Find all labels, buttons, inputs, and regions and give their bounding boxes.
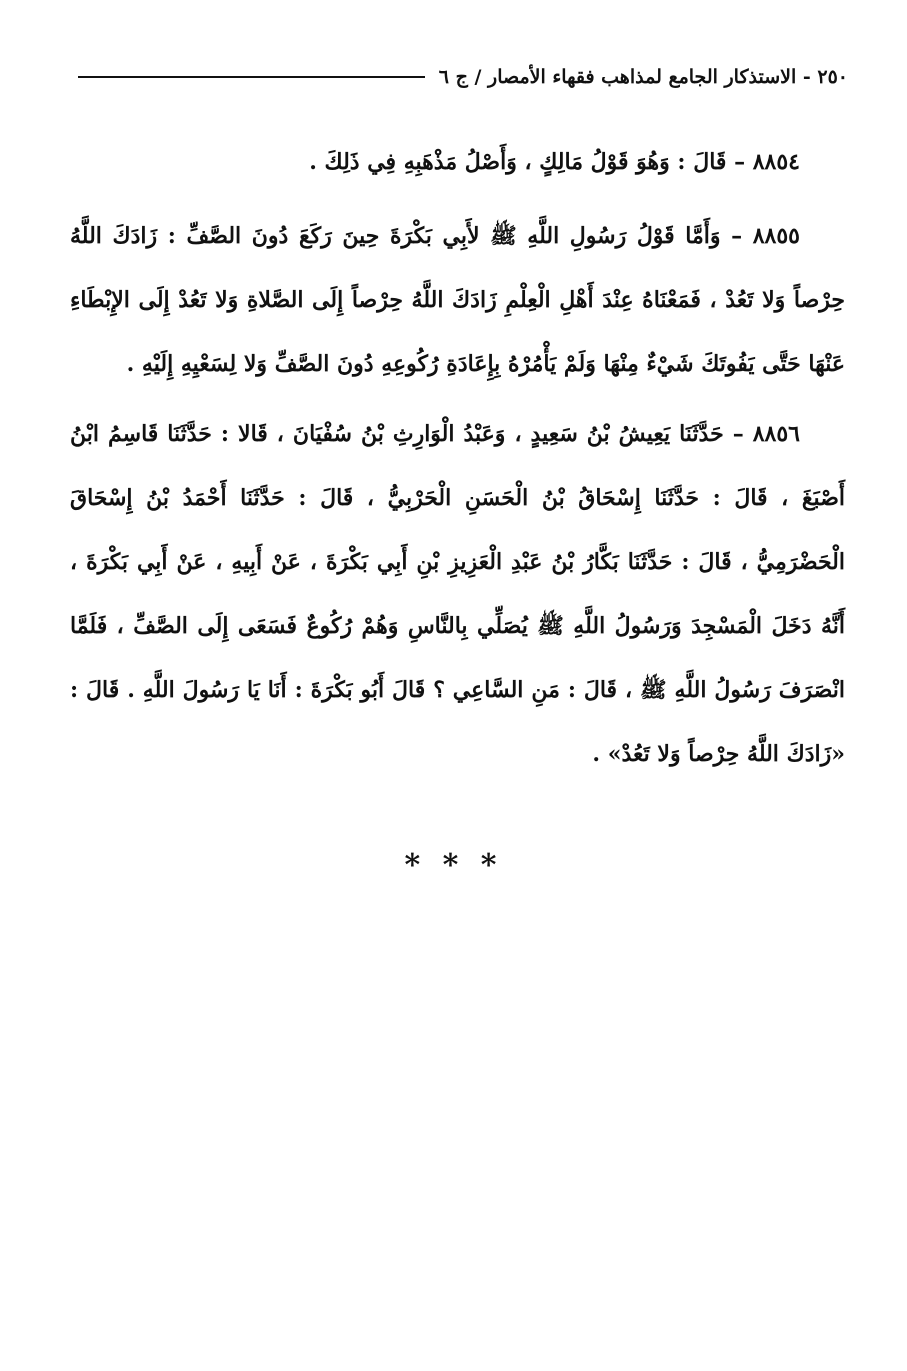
page-body bbox=[70, 130, 845, 786]
paragraph-8855: ٨٨٥٥ – وَأَمَّا قَوْلُ رَسُولِ اللَّهِ ﷺ لأَبِي بَكْرَةَ حِينَ رَكَعَ دُونَ الصَّفِّ : زَادَكَ اللَّهُ حِرْصاً وَلا تَعُدْ ، فَمَعْنَاهُ عِنْدَ أَهْلِ الْعِلْمِ زَادَكَ اللَّهُ حِرْصاً إِلَى الصَّلاةِ وَلا تَعُدْ إِلَى الإِبْطَاءِ عَنْهَا حَتَّى يَفُوتَكَ شَيْءٌ مِنْهَا وَلَمْ يَأْمُرْهُ بِإِعَادَةِ رُكُوعِهِ دُونَ الصَّفِّ وَلا لِسَعْيِهِ إِلَيْهِ . bbox=[70, 223, 845, 377]
section-separator: * * * bbox=[404, 848, 503, 883]
paragraph-8854: ٨٨٥٤ – قَالَ : وَهُوَ قَوْلُ مَالِكٍ ، وَأَصْلُ مَذْهَبِهِ فِي ذَلِكَ . bbox=[309, 149, 800, 175]
running-header-title: ٢٥٠ - الاستذكار الجامع لمذاهب فقهاء الأمصار / ج ٦ bbox=[438, 66, 848, 88]
header-rule bbox=[78, 76, 425, 78]
page-header bbox=[78, 62, 848, 92]
paragraph-8856: ٨٨٥٦ – حَدَّثَنَا يَعِيشُ بْنُ سَعِيدٍ ، وَعَبْدُ الْوَارِثِ بْنُ سُفْيَانَ ، قَالا : حَدَّثَنَا قَاسِمُ ابْنُ أَصْبَغَ ، قَالَ : حَدَّثَنَا إِسْحَاقُ بْنُ الْحَسَنِ الْحَرْبِيُّ ، قَالَ : حَدَّثَنَا أَحْمَدُ بْنُ إِسْحَاقَ الْحَضْرَمِيُّ ، قَالَ : حَدَّثَنَا بَكَّارُ بْنُ عَبْدِ الْعَزِيزِ بْنِ أَبِي بَكْرَةَ ، عَنْ أَبِيهِ ، عَنْ أَبِي بَكْرَةَ ، أَنَّهُ دَخَلَ الْمَسْجِدَ وَرَسُولُ اللَّهِ ﷺ يُصَلِّي بِالنَّاسِ وَهُمْ رُكُوعٌ فَسَعَى إِلَى الصَّفِّ ، فَلَمَّا انْصَرَفَ رَسُولُ اللَّهِ ﷺ ، قَالَ : مَنِ السَّاعِي ؟ قَالَ أَبُو بَكْرَةَ : أَنَا يَا رَسُولَ اللَّهِ . قَالَ : «زَادَكَ اللَّهُ حِرْصاً وَلا تَعُدْ» . bbox=[70, 421, 845, 767]
